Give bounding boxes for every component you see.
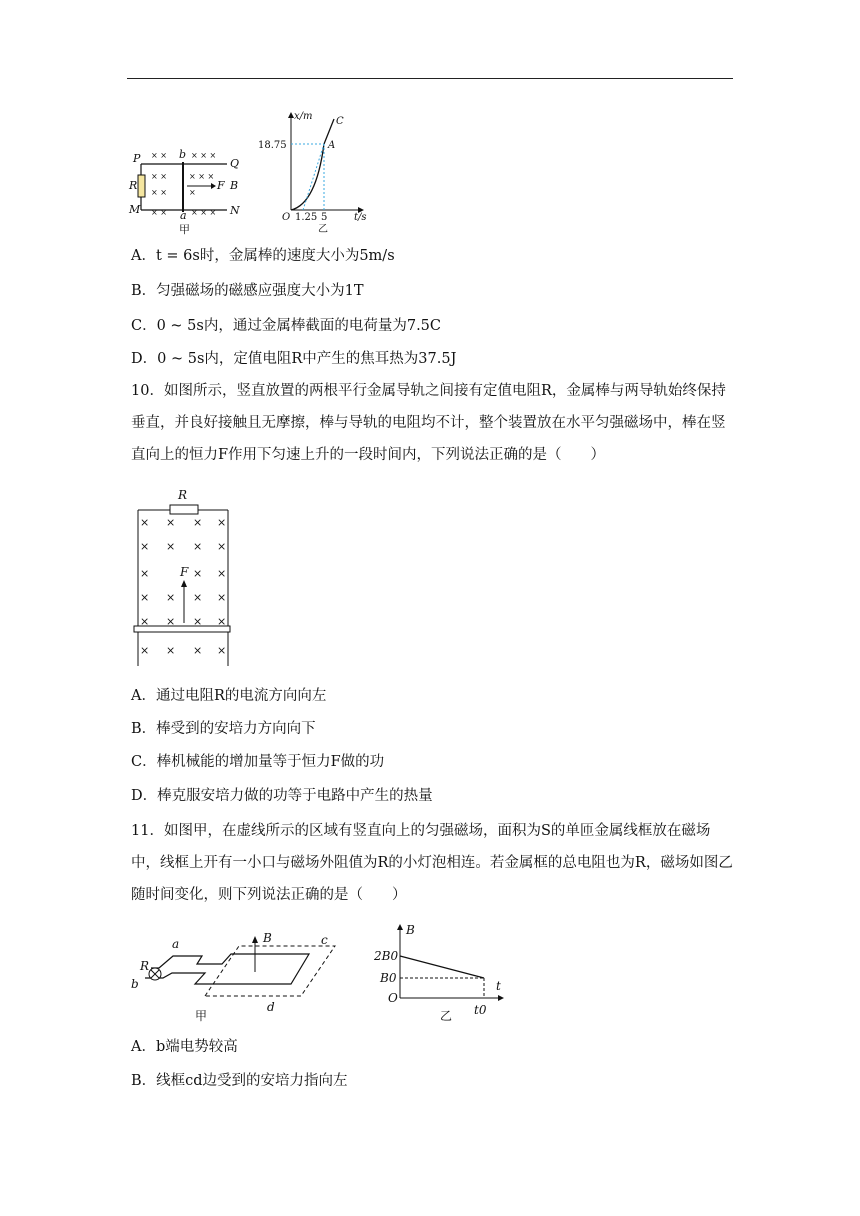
svg-text:×: × (193, 591, 203, 604)
q10-option-c: C．棒机械能的增加量等于恒力F做的功 (131, 754, 385, 770)
q11-option-b: B．线框cd边受到的安培力指向左 (131, 1073, 348, 1089)
ytick-2b0: 2B0 (374, 949, 399, 963)
label-a: a (180, 209, 187, 222)
svg-text:×: × (140, 540, 150, 553)
label-M: M (129, 203, 141, 216)
caption-jia: 甲 (195, 1009, 208, 1023)
svg-text:×: × (217, 615, 227, 628)
svg-text:× ×: × × (151, 151, 167, 160)
q9-option-d: D．0 ~ 5s内，定值电阻R中产生的焦耳热为37.5J (131, 351, 457, 367)
xtick1: 1.25 (295, 212, 318, 223)
xlabel: t/s (354, 212, 367, 223)
svg-text:× × ×: × × × (191, 208, 217, 217)
q10-rail-figure (130, 488, 236, 670)
svg-text:× ×: × × (151, 208, 167, 217)
label-P: P (133, 152, 141, 165)
label-Q: Q (230, 157, 240, 170)
label-B: B (263, 931, 272, 945)
svg-text:×: × (217, 591, 227, 604)
svg-text:×: × (193, 615, 203, 628)
svg-text:×: × (140, 567, 150, 580)
caption-yi: 乙 (440, 1009, 453, 1023)
svg-text:×: × (166, 540, 176, 553)
svg-text:× × ×: × × × (189, 172, 215, 181)
q9-option-a: A．t = 6s时，金属棒的速度大小为5m/s (131, 248, 395, 264)
label-b: b (179, 148, 187, 161)
q11-coil-figure (127, 920, 347, 1024)
label-F: F (180, 565, 189, 579)
svg-text:×: × (217, 516, 227, 529)
caption-jia: 甲 (179, 223, 190, 235)
svg-text:× ×: × × (151, 188, 167, 197)
svg-text:×: × (166, 615, 176, 628)
ytick-b0: B0 (380, 971, 397, 985)
header-rule (127, 78, 733, 79)
svg-text:×: × (193, 567, 203, 580)
q11-stem: 11．如图甲，在虚线所示的区域有竖直向上的匀强磁场，面积为S的单匝金属线框放在磁场中，线框上开有一小口与磁场外阻值为R的小灯泡相连。若金属框的总电阻也为R，磁场如图乙随时间变化，则下列说法正确的是（ ） (131, 823, 733, 903)
svg-text:×: × (140, 644, 150, 657)
q11-option-a: A．b端电势较高 (131, 1039, 238, 1055)
origin: O (282, 212, 291, 223)
ylabel: x/m (294, 111, 313, 122)
svg-text:×: × (140, 591, 150, 604)
label-d: d (267, 1000, 275, 1014)
svg-text:× ×: × × (151, 172, 167, 181)
xlabel: t (496, 979, 501, 993)
svg-text:×: × (217, 567, 227, 580)
q9-xt-graph (258, 108, 370, 234)
point-label: A (328, 140, 336, 151)
q11-bt-graph (366, 920, 512, 1024)
label-c: c (321, 933, 328, 947)
svg-text:×: × (189, 188, 196, 197)
svg-text:×: × (166, 591, 176, 604)
svg-text:× × ×: × × × (191, 151, 217, 160)
q9-option-c: C．0 ~ 5s内，通过金属棒截面的电荷量为7.5C (131, 318, 442, 334)
label-a: a (172, 937, 180, 951)
label-R: R (129, 179, 138, 192)
svg-text:×: × (217, 540, 227, 553)
svg-text:×: × (166, 644, 176, 657)
label-b: b (131, 977, 139, 991)
svg-text:×: × (140, 615, 150, 628)
label-R: R (178, 488, 188, 502)
caption-yi: 乙 (318, 224, 328, 234)
ylabel: B (406, 923, 415, 937)
svg-text:×: × (193, 516, 203, 529)
q10-option-a: A．通过电阻R的电流方向向左 (131, 688, 327, 704)
label-F: F (217, 179, 225, 192)
svg-text:×: × (193, 644, 203, 657)
curve-label: C (336, 116, 344, 127)
q10-option-b: B．棒受到的安培力方向向下 (131, 721, 316, 737)
q9-option-b: B．匀强磁场的磁感应强度大小为1T (131, 283, 364, 299)
ytick: 18.75 (258, 140, 287, 151)
xtick: t0 (474, 1003, 487, 1017)
svg-text:×: × (217, 644, 227, 657)
origin: O (388, 991, 398, 1005)
svg-text:×: × (140, 516, 150, 529)
q9-circuit-figure (127, 145, 247, 235)
label-R: R (140, 959, 150, 973)
xtick2: 5 (321, 212, 328, 223)
label-B: B (230, 179, 239, 192)
q10-stem: 10．如图所示，竖直放置的两根平行金属导轨之间接有定值电阻R，金属棒与两导轨始终保持垂直，并良好接触且无摩擦，棒与导轨的电阻均不计，整个装置放在水平匀强磁场中，棒在竖直向上的恒力F作用下匀速上升的一段时间内，下列说法正确的是（ ） (131, 383, 726, 463)
q10-option-d: D．棒克服安培力做的功等于电路中产生的热量 (131, 788, 433, 804)
label-N: N (230, 204, 240, 217)
svg-text:×: × (193, 540, 203, 553)
svg-text:×: × (166, 516, 176, 529)
